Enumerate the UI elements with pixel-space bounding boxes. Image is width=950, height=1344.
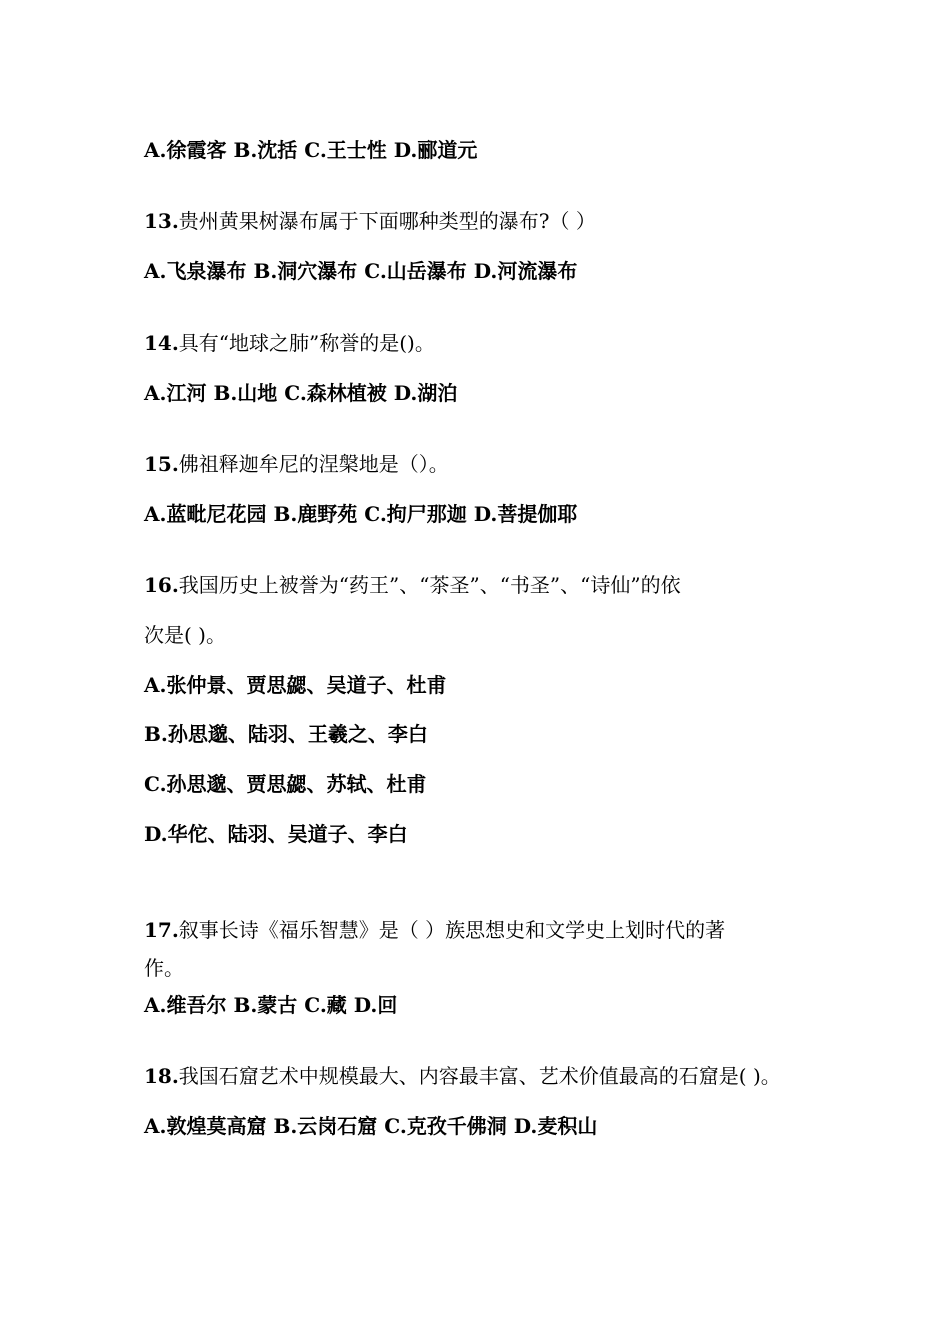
q17-text-line1: 叙事长诗《福乐智慧》是（ ）族思想史和文学史上划时代的著: [178, 918, 726, 942]
q17-number: 17.: [144, 918, 179, 942]
q17-options: A.维吾尔 B.蒙古 C.藏 D.回: [144, 993, 398, 1017]
q16-option-a: A.张仲景、贾思勰、吴道子、杜甫: [144, 673, 447, 697]
q12-options: A.徐霞客 B.沈括 C.王士性 D.郦道元: [144, 138, 478, 162]
q17-text-line2: 作。: [144, 956, 184, 980]
q13-question: [144, 208, 596, 234]
q14-number: 14.: [144, 331, 179, 355]
q15-number: 15.: [144, 452, 179, 476]
q16-number: 16.: [144, 573, 179, 597]
q16-option-d: D.华佗、陆羽、吴道子、李白: [144, 822, 408, 846]
q17-question-line1: [144, 917, 725, 943]
q18-options: A.敦煌莫高窟 B.云岗石窟 C.克孜千佛洞 D.麦积山: [144, 1114, 598, 1138]
q18-number: 18.: [144, 1064, 179, 1088]
q16-option-c: C.孙思邈、贾思勰、苏轼、杜甫: [144, 772, 427, 796]
q13-number: 13.: [144, 209, 179, 233]
q18-text: 我国石窟艺术中规模最大、内容最丰富、艺术价值最高的石窟是( )。: [178, 1064, 781, 1088]
q15-question: [144, 451, 449, 477]
q16-option-b: B.孙思邈、陆羽、王羲之、李白: [144, 722, 428, 746]
q15-options: A.蓝毗尼花园 B.鹿野苑 C.拘尸那迦 D.菩提伽耶: [144, 502, 578, 526]
q15-text: 佛祖释迦牟尼的涅槃地是（）。: [178, 452, 449, 476]
q14-question: [144, 330, 435, 356]
q16-text-line1: 我国历史上被誉为“药王”、“茶圣”、“书圣”、“诗仙”的依: [178, 573, 681, 597]
q14-options: A.江河 B.山地 C.森林植被 D.湖泊: [144, 381, 458, 405]
q14-text: 具有“地球之肺”称誉的是()。: [178, 331, 435, 355]
q16-question-line1: [144, 572, 681, 598]
q18-question: [144, 1063, 781, 1089]
q13-options: A.飞泉瀑布 B.洞穴瀑布 C.山岳瀑布 D.河流瀑布: [144, 259, 578, 283]
q16-text-line2: 次是( )。: [144, 623, 226, 647]
q13-text: 贵州黄果树瀑布属于下面哪种类型的瀑布?（ ）: [178, 209, 596, 233]
